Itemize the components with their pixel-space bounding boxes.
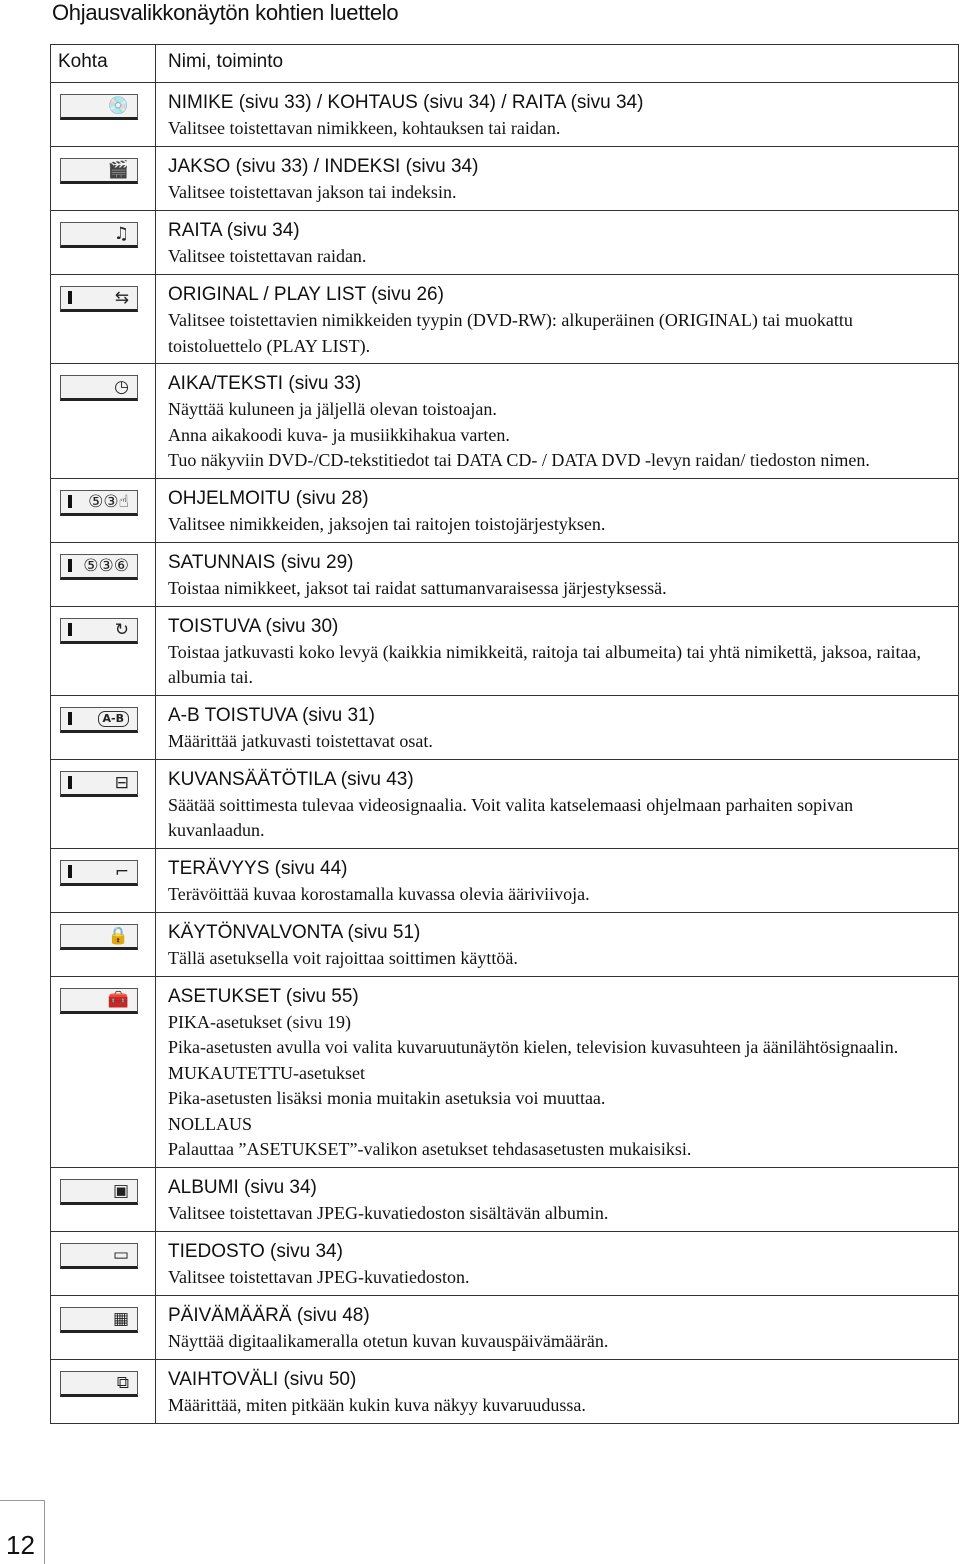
item-name: KÄYTÖNVALVONTA (sivu 51) [168,921,421,943]
icon-cell [51,606,156,695]
item-name: VAIHTOVÄLI (sivu 50) [168,1368,357,1390]
text-cell [156,848,959,912]
picture-mode-icon [60,771,138,797]
icon-cell [51,364,156,479]
item-name: ASETUKSET (sivu 55) [168,985,359,1007]
selector-bar-icon [68,776,72,789]
icon-glyph: ▭ [112,1244,129,1265]
item-description: Valitsee nimikkeiden, jaksojen tai raitojen toistojärjestyksen. [168,513,606,534]
selector-bar-icon [68,712,72,725]
menu-items-table [50,44,959,1424]
text-cell [156,1359,959,1423]
music-note-icon [60,222,138,248]
interval-icon [60,1371,138,1397]
sharpness-icon [60,860,138,886]
item-name: KUVANSÄÄTÖTILA (sivu 43) [168,768,414,790]
item-description: Pika-asetusten avulla voi valita kuvaruutunäytön kielen, television kuvasuhteen ja äänilähtösignaalin. [168,1037,899,1057]
text-cell [156,211,959,275]
item-name: JAKSO (sivu 33) / INDEKSI (sivu 34) [168,156,479,177]
table-row [51,606,959,695]
icon-glyph: 🧰 [107,989,129,1010]
page-title: Ohjausvalikkonäytön kohtien luettelo [52,0,399,25]
header-item: Kohta [51,45,156,83]
date-icon [60,1307,138,1333]
item-name: TIEDOSTO (sivu 34) [168,1240,343,1262]
item-name: RAITA (sivu 34) [168,220,300,241]
margin-rule-vertical [44,1500,45,1564]
icon-glyph: A-B [98,711,129,727]
album-icon [60,1179,138,1205]
toolbox-icon [60,988,138,1014]
page-number: 12 [6,1530,35,1560]
text-cell [156,759,959,848]
text-cell [156,976,959,1167]
item-name: TOISTUVA (sivu 30) [168,615,339,637]
program-icon [60,490,138,516]
icon-glyph: 🎬 [107,160,129,180]
ab-repeat-icon [60,707,138,733]
selector-bar-icon [68,623,72,636]
table-row [51,759,959,848]
text-cell [156,1295,959,1359]
table-row [51,364,959,479]
icon-cell [51,211,156,275]
item-description: Tällä asetuksella voit rajoittaa soittimen käyttöä. [168,947,518,968]
item-name: ALBUMI (sivu 34) [168,1176,317,1198]
table-row [51,1295,959,1359]
table-row [51,147,959,211]
item-description: Valitsee toistettavien nimikkeiden tyypin (DVD-RW): alkuperäinen (ORIGINAL) tai muokattu toistoluettelo (PLAY LIST). [168,310,853,356]
item-description: Näyttää digitaalikameralla otetun kuvan kuvauspäivämäärän. [168,1330,609,1351]
icon-cell [51,275,156,364]
text-cell [156,275,959,364]
icon-glyph: ↻ [114,619,129,640]
icon-glyph: ▦ [112,1308,129,1329]
selector-bar-icon [68,495,72,508]
table-row [51,976,959,1167]
text-cell [156,147,959,211]
item-description: Pika-asetusten lisäksi monia muitakin asetuksia voi muuttaa. [168,1088,606,1108]
icon-cell [51,1295,156,1359]
table-row [51,478,959,542]
table-row [51,275,959,364]
item-description: Valitsee toistettavan JPEG-kuvatiedoston sisältävän albumin. [168,1202,609,1223]
icon-glyph: ⊟ [114,772,129,793]
icon-glyph: ◷ [114,377,129,397]
icon-cell [51,83,156,147]
table-row [51,1167,959,1231]
original-playlist-icon [60,286,138,312]
table-row [51,211,959,275]
icon-glyph: 💿 [107,96,129,116]
item-name: OHJELMOITU (sivu 28) [168,487,369,509]
item-name: ORIGINAL / PLAY LIST (sivu 26) [168,284,444,305]
text-cell [156,1167,959,1231]
margin-rule [0,1500,44,1501]
item-description: Valitsee toistettavan jakson tai indeksin. [168,182,457,202]
item-description: MUKAUTETTU-asetukset [168,1062,365,1083]
disc-title-icon [60,94,138,120]
icon-cell [51,848,156,912]
item-description: Toistaa jatkuvasti koko levyä (kaikkia nimikkeitä, raitoja tai albumeita) tai yhtä nimikettä, jaksoa, raitaa, albumia tai. [168,641,921,687]
table-row [51,1231,959,1295]
item-description: Palauttaa ”ASETUKSET”-valikon asetukset tehdasasetusten mukaisiksi. [168,1139,692,1159]
text-cell [156,912,959,976]
item-description: Valitsee toistettavan nimikkeen, kohtauksen tai raidan. [168,118,561,138]
icon-glyph: ⌐ [114,861,129,882]
icon-cell [51,695,156,759]
selector-bar-icon [68,291,72,304]
repeat-icon [60,618,138,644]
icon-glyph: ▣ [112,1180,129,1201]
icon-cell [51,147,156,211]
item-description: PIKA-asetukset (sivu 19) [168,1011,351,1032]
item-name: SATUNNAIS (sivu 29) [168,551,354,573]
icon-cell [51,1359,156,1423]
icon-cell [51,1231,156,1295]
item-description: Toistaa nimikkeet, jaksot tai raidat sattumanvaraisessa järjestyksessä. [168,577,667,598]
text-cell [156,542,959,606]
item-description: Määrittää jatkuvasti toistettavat osat. [168,730,433,751]
icon-cell [51,912,156,976]
text-cell [156,1231,959,1295]
table-row [51,912,959,976]
item-name: AIKA/TEKSTI (sivu 33) [168,373,362,394]
icon-glyph: ⇆ [114,288,129,308]
text-cell [156,364,959,479]
item-description: Tuo näkyviin DVD-/CD-tekstitiedot tai DATA CD- / DATA DVD -levyn raidan/ tiedoston nimen. [168,450,870,470]
file-icon [60,1243,138,1269]
item-name: PÄIVÄMÄÄRÄ (sivu 48) [168,1304,370,1326]
item-description: Valitsee toistettavan JPEG-kuvatiedoston. [168,1266,470,1287]
item-description: Säätää soittimesta tulevaa videosignaalia. Voit valita katselemaasi ohjelmaan parhaiten sopivan kuvanlaadun. [168,794,854,840]
item-description: NOLLAUS [168,1113,252,1134]
item-name: TERÄVYYS (sivu 44) [168,857,348,879]
icon-cell [51,478,156,542]
icon-glyph: 🔒 [107,925,129,946]
icon-glyph: ⑤③☝ [88,491,129,512]
item-name: A-B TOISTUVA (sivu 31) [168,704,375,726]
text-cell [156,695,959,759]
item-name: NIMIKE (sivu 33) / KOHTAUS (sivu 34) / RAITA (sivu 34) [168,92,644,113]
icon-glyph: ⑤③⑥ [83,555,129,576]
table-row [51,848,959,912]
item-description: Määrittää, miten pitkään kukin kuva näkyy kuvaruudussa. [168,1394,586,1415]
text-cell [156,83,959,147]
icon-cell [51,542,156,606]
selector-bar-icon [68,559,72,572]
icon-cell [51,976,156,1167]
item-description: Terävöittää kuvaa korostamalla kuvassa olevia ääriviivoja. [168,883,590,904]
icon-cell [51,759,156,848]
icon-glyph: ♫ [113,224,129,244]
table-row [51,1359,959,1423]
selector-bar-icon [68,865,72,878]
table-row [51,83,959,147]
icon-cell [51,1167,156,1231]
table-row [51,695,959,759]
header-name: Nimi, toiminto [156,45,959,83]
text-cell [156,478,959,542]
clapperboard-icon [60,158,138,184]
shuffle-icon [60,554,138,580]
item-description: Anna aikakoodi kuva- ja musiikkihakua varten. [168,424,510,445]
clock-text-icon [60,375,138,401]
item-description: Valitsee toistettavan raidan. [168,246,367,266]
text-cell [156,606,959,695]
item-description: Näyttää kuluneen ja jäljellä olevan toistoajan. [168,399,497,419]
icon-glyph: ⧉ [116,1372,129,1393]
parental-lock-icon [60,924,138,950]
table-row [51,542,959,606]
